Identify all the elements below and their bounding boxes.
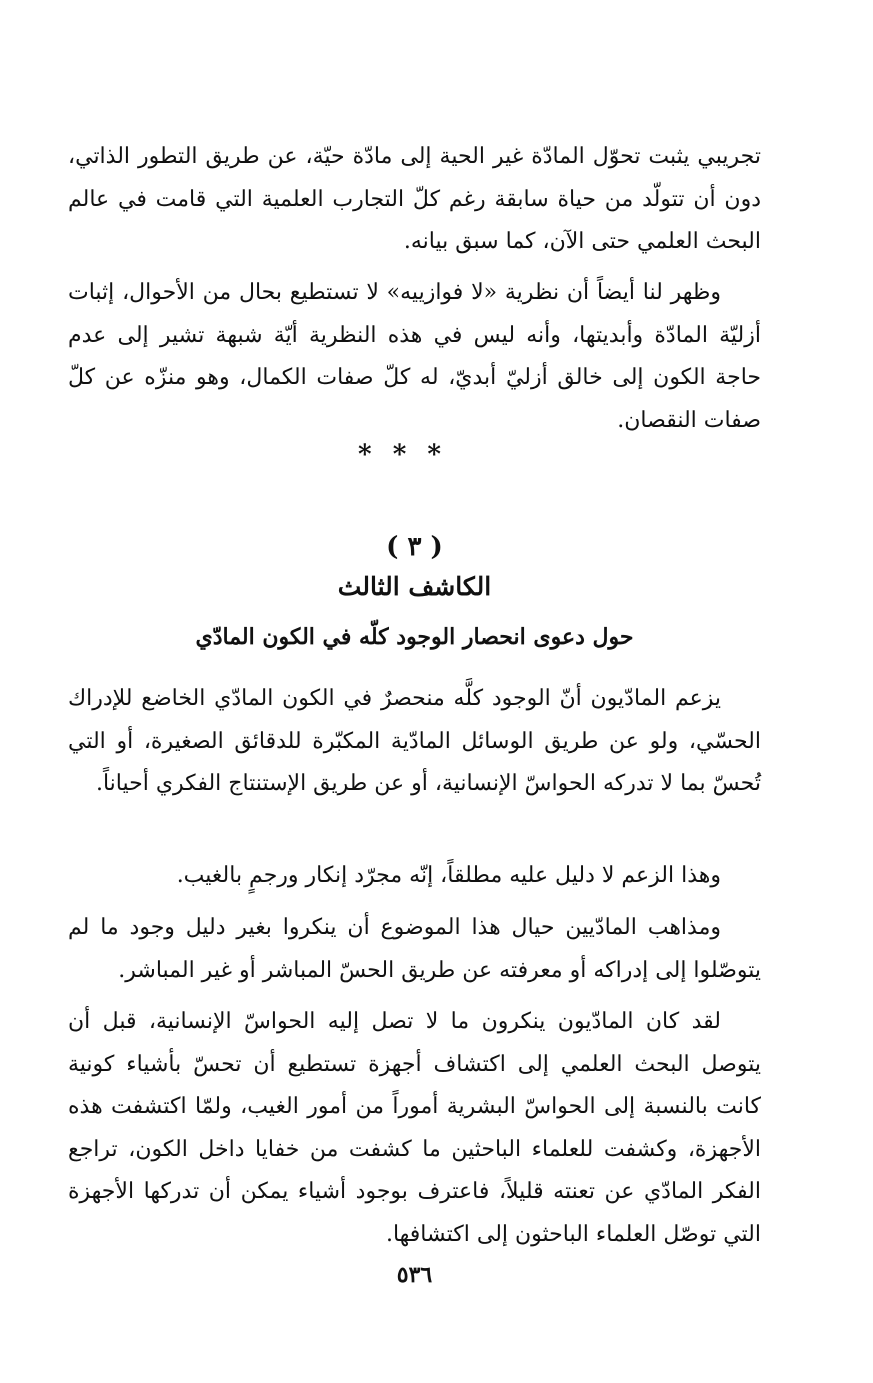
page-number: ٥٣٦	[396, 1262, 433, 1288]
paragraph-rebuttal: وهذا الزعم لا دليل عليه مطلقاً، إنّه مجرّد إنكار ورجمٍ بالغيب.	[176, 863, 721, 888]
paragraph-history: لقد كان المادّيون ينكرون ما لا تصل إليه الحواسّ الإنسانية، قبل أن يتوصل البحث العلمي إلى اكتشاف أجهزة تستطيع أن تحسّ بأشياء كونية كانت بالنسبة إلى الحواسّ البشرية أموراً من أمور الغيب، ولمّا اكتشفت هذه الأجهزة، وكشفت للعلماء الباحثين ما كشفت من خفايا داخل الكون، تراجع الفكر المادّي عن تعنته قليلاً، فاعترف بوجود أشياء يمكن أن تدركها الأجهزة التي توصّل العلماء الباحثون إلى اكتشافها.	[68, 1009, 761, 1247]
paragraph-claim: يزعم المادّيون أنّ الوجود كلَّه منحصرٌ في الكون المادّي الخاضع للإدراك الحسّي، ولو عن طريق الوسائل المادّية المكبّرة للدقائق الصغيرة، أو التي تُحسّ بما لا تدركه الحواسّ الإنسانية، أو عن طريق الإستنتاج الفكري أحياناً.	[68, 686, 761, 796]
section-number: ( ٣ )	[386, 532, 443, 562]
section-title: الكاشف الثالث	[337, 572, 492, 601]
section-subtitle: حول دعوى انحصار الوجود كلّه في الكون المادّي	[195, 624, 634, 650]
paragraph-intro: تجريبي يثبت تحوّل المادّة غير الحية إلى مادّة حيّة، عن طريق التطور الذاتي، دون أن تتولّد من حياة سابقة رغم كلّ التجارب العلمية التي قامت في عالم البحث العلمي حتى الآن، كما سبق بيانه.	[68, 144, 761, 254]
paragraph-doctrines: ومذاهب المادّيين حيال هذا الموضوع أن ينكروا بغير دليل وجود ما لم يتوصّلوا إلى إدراكه أو معرفته عن طريق الحسّ المباشر أو غير المباشر.	[68, 915, 761, 983]
paragraph-lavoisier: وظهر لنا أيضاً أن نظرية «لا فوازييه» لا تستطيع بحال من الأحوال، إثبات أزليّة المادّة وأبديتها، وأنه ليس في هذه النظرية أيّة شبهة تشير إلى عدم حاجة الكون إلى خالق أزليّ أبديّ، له كلّ صفات الكمال، وهو منزّه عن كلّ صفات النقصان.	[68, 280, 761, 433]
section-separator: * * *	[358, 440, 447, 470]
